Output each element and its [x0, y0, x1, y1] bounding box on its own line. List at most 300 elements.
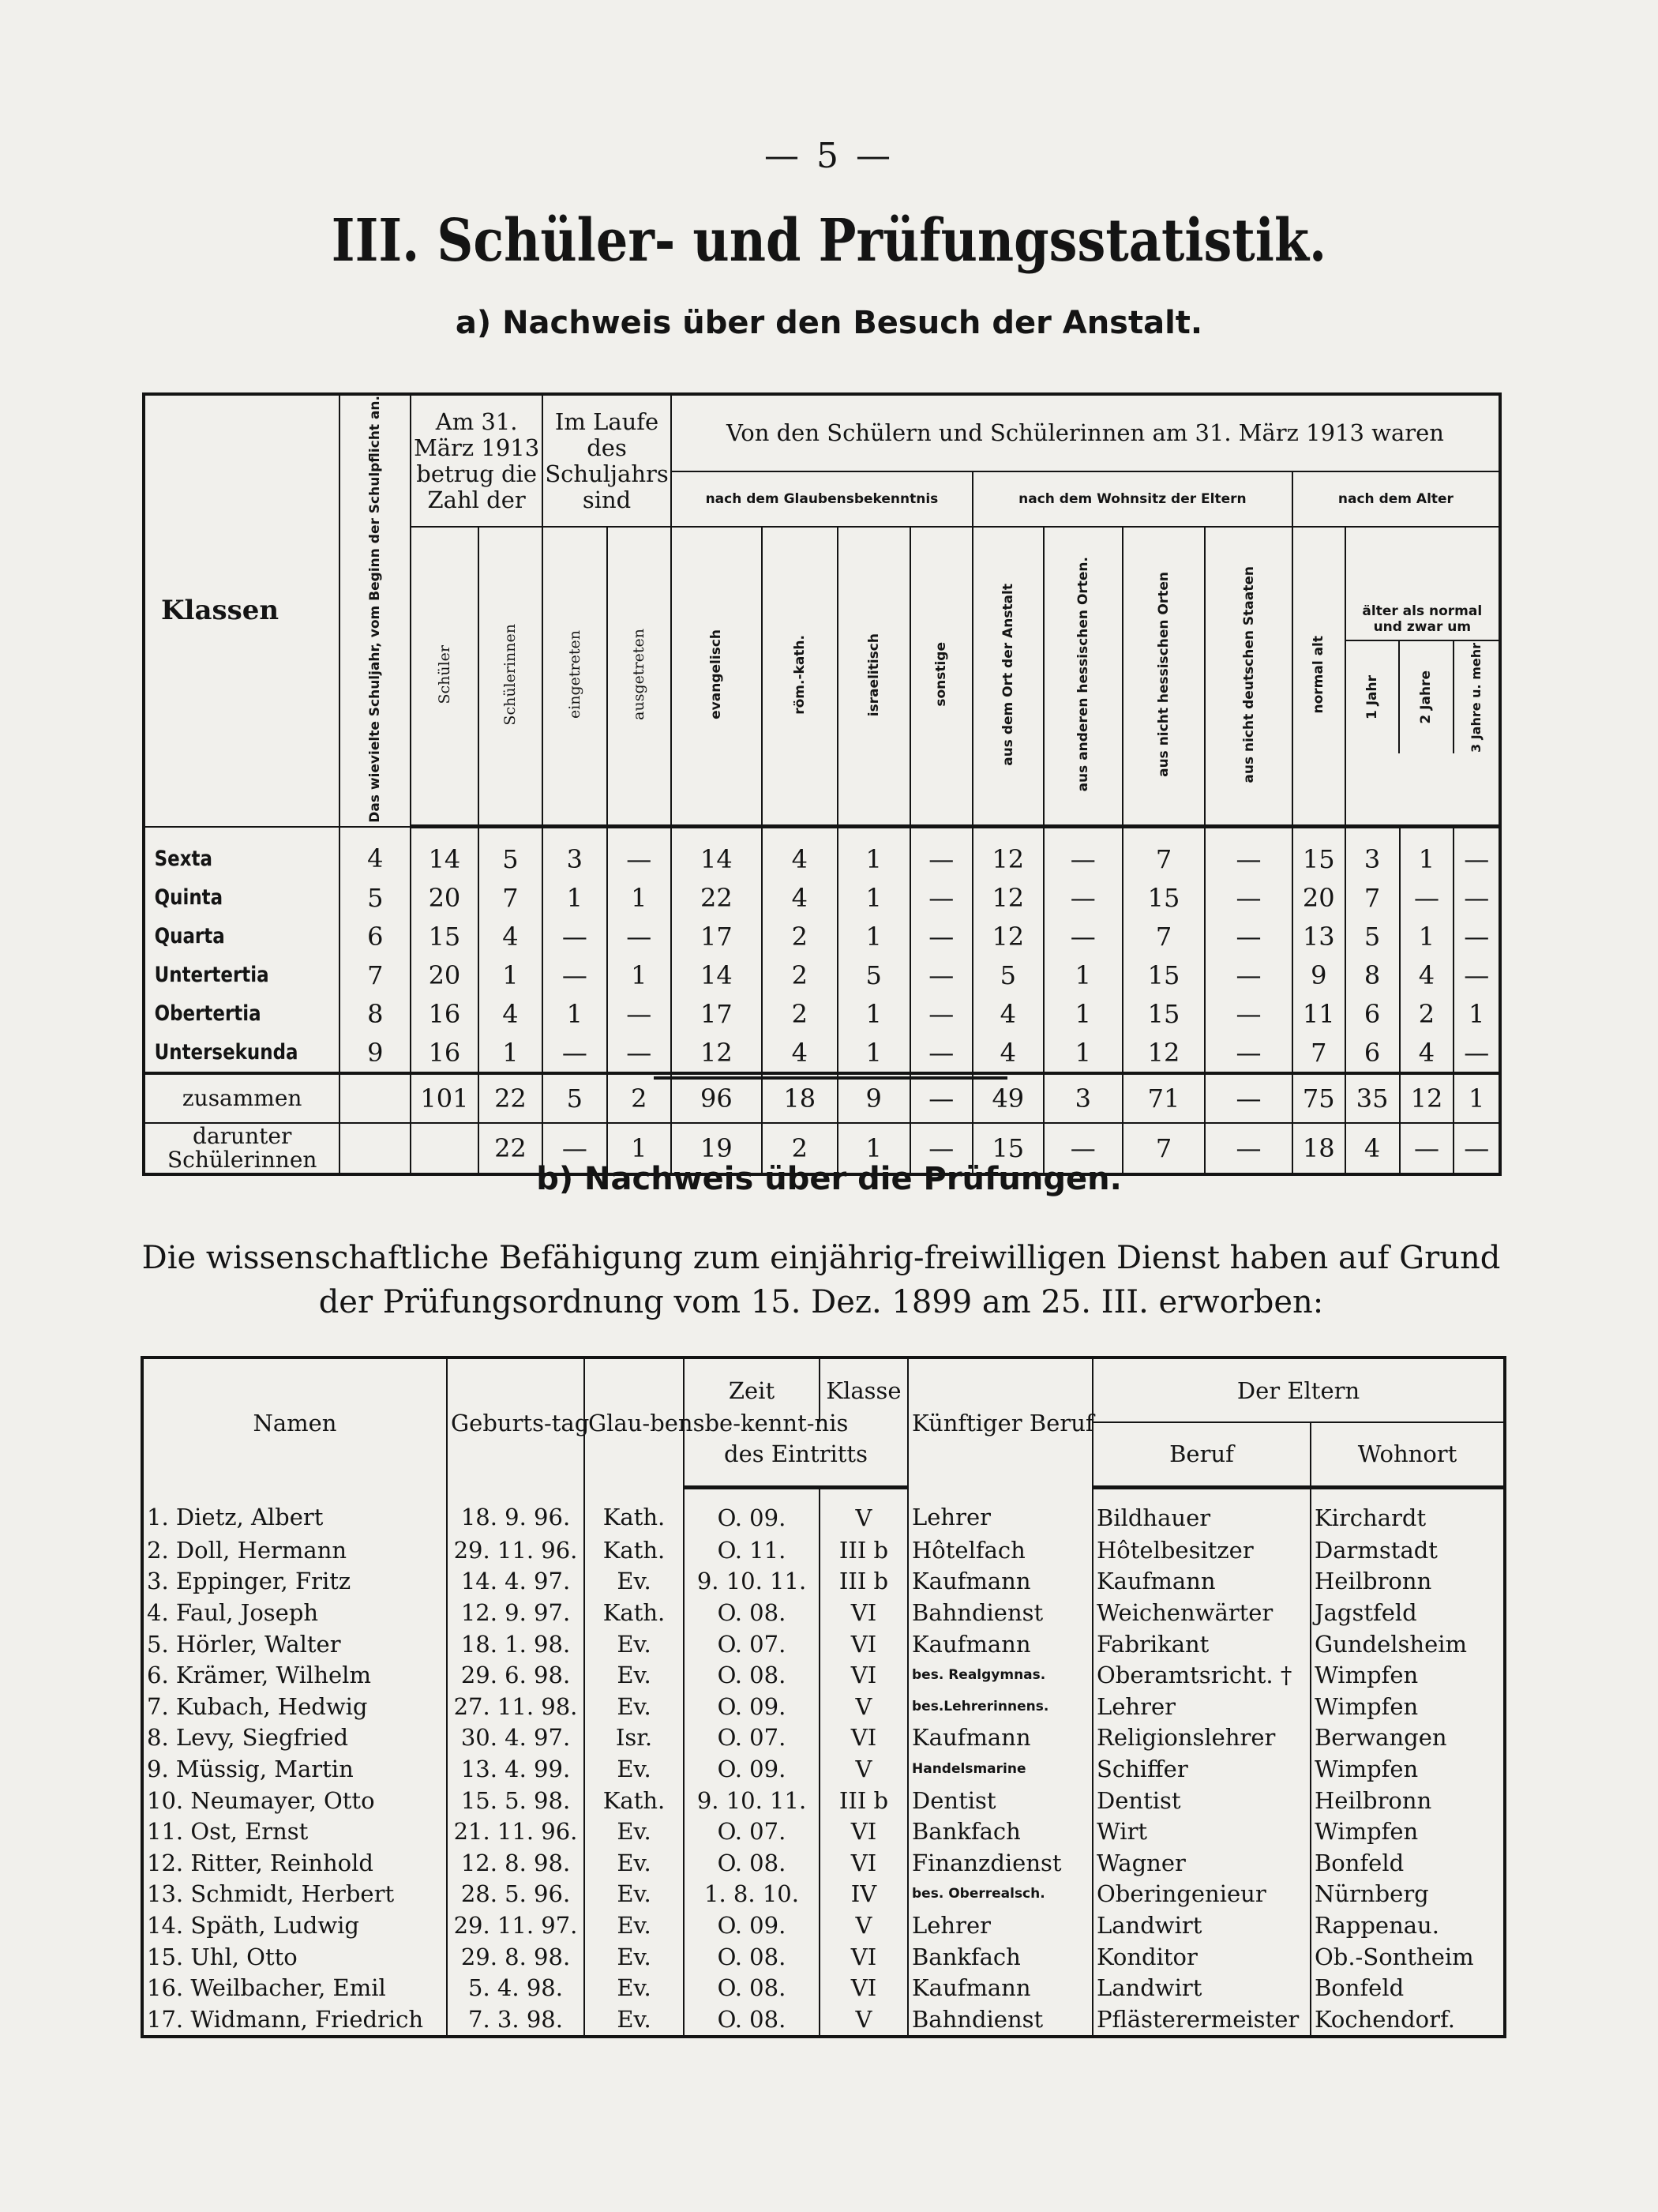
cell-ev: 96 — [671, 1073, 762, 1123]
cell-j1: 7 — [1345, 878, 1400, 917]
student-w: Nürnberg — [1311, 1879, 1505, 1910]
student-g: 21. 11. 96. — [447, 1816, 584, 1847]
cell-sin: 4 — [478, 994, 542, 1033]
student-g: 5. 4. 98. — [447, 1973, 584, 2004]
cell-nd: — — [1205, 827, 1292, 879]
cell-j1: 6 — [1345, 1033, 1400, 1073]
class-name: Sexta — [144, 827, 310, 879]
cell-aus: 2 — [607, 1073, 671, 1123]
cell-so: — — [910, 1073, 973, 1123]
cell-nh: 15 — [1123, 994, 1205, 1033]
cell-so: — — [910, 1033, 973, 1073]
cell-hes: — — [1044, 1123, 1123, 1174]
class-row — [144, 956, 1500, 994]
student-k: VI — [820, 1816, 908, 1847]
cell-j2: 1 — [1400, 917, 1454, 956]
cell-rk: 2 — [762, 1123, 838, 1174]
student-row — [142, 1847, 1505, 1879]
student-z: O. 08. — [684, 1597, 820, 1628]
cell-ort: 5 — [973, 956, 1044, 994]
header-schuljahr: Das wievielte Schuljahr, vom Beginn der Schulpflicht an. — [339, 394, 411, 827]
student-row — [142, 1659, 1505, 1691]
header-nichtdeutsch: aus nicht deutschen Staaten — [1205, 527, 1292, 827]
student-w: Wimpfen — [1311, 1816, 1505, 1847]
student-b: Lehrer — [908, 1910, 1093, 1941]
cell-j2: 4 — [1400, 956, 1454, 994]
cell-s: 4 — [339, 827, 411, 879]
cell-sch: 16 — [411, 994, 478, 1033]
student-z: O. 07. — [684, 1628, 820, 1660]
cell-nh: 15 — [1123, 878, 1205, 917]
intro-paragraph: Die wissenschaftliche Befähigung zum einjährig-freiwilligen Dienst haben auf Grund der Prüfungsordnung vom 15. Dez. 1899 am 25. III. erworben: — [141, 1240, 1501, 1320]
student-b: Kaufmann — [908, 1566, 1093, 1598]
cell-nh: 7 — [1123, 917, 1205, 956]
student-e: Konditor — [1093, 1941, 1311, 1973]
student-n: 9. Müssig, Martin — [142, 1753, 447, 1785]
student-b: Bahndienst — [908, 2004, 1093, 2037]
cell-s — [339, 1073, 411, 1123]
cell-hes: 3 — [1044, 1073, 1123, 1123]
student-z: O. 09. — [684, 1910, 820, 1941]
cell-na: 7 — [1292, 1033, 1345, 1073]
cell-ev: 17 — [671, 917, 762, 956]
girls-row-label: darunter Schülerinnen — [144, 1123, 339, 1174]
cell-hes: 1 — [1044, 1033, 1123, 1073]
cell-aus: 1 — [607, 956, 671, 994]
student-g: 27. 11. 98. — [447, 1691, 584, 1722]
cell-j1: 6 — [1345, 994, 1400, 1033]
student-k: III b — [820, 1785, 908, 1816]
class-row — [144, 827, 1500, 879]
student-r: Ev. — [584, 1816, 684, 1847]
student-k: VI — [820, 1722, 908, 1754]
student-n: 13. Schmidt, Herbert — [142, 1879, 447, 1910]
class-name: Quinta — [144, 878, 310, 917]
header-ausgetreten: ausgetreten — [607, 527, 671, 827]
cell-aus: 1 — [607, 878, 671, 917]
cell-s: 8 — [339, 994, 411, 1033]
cell-na: 9 — [1292, 956, 1345, 994]
cell-ort: 15 — [973, 1123, 1044, 1174]
student-n: 14. Späth, Ludwig — [142, 1910, 447, 1941]
cell-ort: 12 — [973, 827, 1044, 879]
class-name: Obertertia — [144, 994, 310, 1033]
cell-nh: 7 — [1123, 827, 1205, 879]
cell-ev: 19 — [671, 1123, 762, 1174]
cell-s: 6 — [339, 917, 411, 956]
header-schuelerinnen: Schülerinnen — [478, 527, 542, 827]
class-row — [144, 917, 1500, 956]
header-klasse: Klasse — [820, 1358, 908, 1422]
class-row — [144, 994, 1500, 1033]
cell-nd: — — [1205, 917, 1292, 956]
student-r: Isr. — [584, 1722, 684, 1754]
student-e: Pflästerermeister — [1093, 2004, 1311, 2037]
student-w: Kirchardt — [1311, 1487, 1505, 1534]
student-b: Dentist — [908, 1785, 1093, 1816]
cell-na: 18 — [1292, 1123, 1345, 1174]
header-hessisch: aus anderen hessischen Orten. — [1044, 527, 1123, 827]
student-n: 1. Dietz, Albert — [142, 1487, 447, 1534]
student-e: Oberamtsricht. † — [1093, 1659, 1311, 1691]
student-z: O. 08. — [684, 1973, 820, 2004]
student-g: 18. 9. 96. — [447, 1487, 584, 1534]
student-row — [142, 1597, 1505, 1628]
student-b: Hôtelfach — [908, 1534, 1093, 1566]
header-evangelisch: evangelisch — [671, 527, 762, 827]
cell-sin: 1 — [478, 1033, 542, 1073]
student-b: bes. Oberrealsch. — [908, 1879, 1093, 1910]
student-e: Religionslehrer — [1093, 1722, 1311, 1754]
cell-rk: 4 — [762, 827, 838, 879]
student-g: 18. 1. 98. — [447, 1628, 584, 1660]
cell-nd: — — [1205, 1123, 1292, 1174]
student-n: 11. Ost, Ernst — [142, 1816, 447, 1847]
student-k: V — [820, 1691, 908, 1722]
student-g: 15. 5. 98. — [447, 1785, 584, 1816]
header-schueler: Schüler — [411, 527, 478, 827]
class-name: Untersekunda — [144, 1033, 310, 1073]
student-r: Ev. — [584, 1753, 684, 1785]
cell-j3: — — [1454, 827, 1500, 879]
cell-sch: 101 — [411, 1073, 478, 1123]
student-b: Kaufmann — [908, 1973, 1093, 2004]
page-number: — 5 — — [764, 136, 894, 176]
cell-na: 15 — [1292, 827, 1345, 879]
cell-aus: — — [607, 917, 671, 956]
class-row — [144, 1033, 1500, 1073]
student-row — [142, 2004, 1505, 2037]
cell-hes: 1 — [1044, 956, 1123, 994]
cell-so: — — [910, 956, 973, 994]
header-laufe: Im Laufe des Schuljahrs sind — [542, 394, 671, 527]
student-k: V — [820, 2004, 908, 2037]
student-b: bes. Realgymnas. — [908, 1659, 1093, 1691]
cell-is: 1 — [838, 827, 910, 879]
student-g: 7. 3. 98. — [447, 2004, 584, 2037]
student-n: 3. Eppinger, Fritz — [142, 1566, 447, 1598]
cell-is: 9 — [838, 1073, 910, 1123]
cell-nh: 15 — [1123, 956, 1205, 994]
header-j3: 3 Jahre u. mehr — [1469, 642, 1484, 753]
header-aelter-group — [1345, 527, 1500, 827]
cell-so: — — [910, 878, 973, 917]
student-k: III b — [820, 1566, 908, 1598]
student-k: III b — [820, 1534, 908, 1566]
cell-j2: 1 — [1400, 827, 1454, 879]
cell-sin: 4 — [478, 917, 542, 956]
header-eltern-beruf: Beruf — [1093, 1422, 1311, 1487]
student-z: O. 08. — [684, 1847, 820, 1879]
cell-so: — — [910, 994, 973, 1033]
cell-rk: 2 — [762, 956, 838, 994]
cell-hes: — — [1044, 878, 1123, 917]
cell-sin: 5 — [478, 827, 542, 879]
total-row-label: zusammen — [144, 1073, 339, 1123]
student-w: Heilbronn — [1311, 1566, 1505, 1598]
student-z: 1. 8. 10. — [684, 1879, 820, 1910]
cell-rk: 4 — [762, 878, 838, 917]
student-row — [142, 1973, 1505, 2004]
cell-rk: 18 — [762, 1073, 838, 1123]
student-n: 5. Hörler, Walter — [142, 1628, 447, 1660]
student-w: Ob.-Sontheim — [1311, 1941, 1505, 1973]
cell-ein: — — [542, 917, 606, 956]
cell-sin: 7 — [478, 878, 542, 917]
student-w: Gundelsheim — [1311, 1628, 1505, 1660]
cell-hes: — — [1044, 917, 1123, 956]
exam-table — [141, 1356, 1506, 2038]
cell-is: 5 — [838, 956, 910, 994]
student-k: VI — [820, 1659, 908, 1691]
cell-rk: 4 — [762, 1033, 838, 1073]
student-k: V — [820, 1753, 908, 1785]
student-z: O. 08. — [684, 2004, 820, 2037]
student-z: 9. 10. 11. — [684, 1566, 820, 1598]
header-ort: aus dem Ort der Anstalt — [973, 527, 1044, 827]
student-z: 9. 10. 11. — [684, 1785, 820, 1816]
student-k: VI — [820, 1597, 908, 1628]
cell-ein: 1 — [542, 878, 606, 917]
student-n: 2. Doll, Hermann — [142, 1534, 447, 1566]
student-row — [142, 1816, 1505, 1847]
cell-na: 20 — [1292, 878, 1345, 917]
student-b: Bankfach — [908, 1941, 1093, 1973]
cell-aus: — — [607, 827, 671, 879]
attendance-table — [142, 392, 1502, 1176]
student-e: Hôtelbesitzer — [1093, 1534, 1311, 1566]
student-z: O. 07. — [684, 1816, 820, 1847]
student-b: Lehrer — [908, 1487, 1093, 1534]
cell-j2: 12 — [1400, 1073, 1454, 1123]
header-des-eintritts: des Eintritts — [684, 1422, 908, 1487]
cell-j3: 1 — [1454, 1073, 1500, 1123]
cell-s: 9 — [339, 1033, 411, 1073]
header-nichthessisch: aus nicht hessischen Orten — [1123, 527, 1205, 827]
student-g: 12. 9. 97. — [447, 1597, 584, 1628]
student-row — [142, 1910, 1505, 1941]
student-n: 17. Widmann, Friedrich — [142, 2004, 447, 2037]
cell-ein: 1 — [542, 994, 606, 1033]
header-eingetreten: eingetreten — [542, 527, 606, 827]
cell-rk: 2 — [762, 994, 838, 1033]
header-alter: nach dem Alter — [1292, 471, 1500, 527]
student-e: Schiffer — [1093, 1753, 1311, 1785]
cell-aus: — — [607, 994, 671, 1033]
student-w: Kochendorf. — [1311, 2004, 1505, 2037]
student-z: O. 09. — [684, 1691, 820, 1722]
student-row — [142, 1941, 1505, 1973]
header-der-eltern: Der Eltern — [1093, 1358, 1505, 1422]
cell-j1: 4 — [1345, 1123, 1400, 1174]
cell-is: 1 — [838, 917, 910, 956]
header-roemkath: röm.-kath. — [762, 527, 838, 827]
student-row — [142, 1534, 1505, 1566]
cell-j3: — — [1454, 878, 1500, 917]
student-e: Weichenwärter — [1093, 1597, 1311, 1628]
student-r: Ev. — [584, 1910, 684, 1941]
cell-ein: 5 — [542, 1073, 606, 1123]
student-b: Bahndienst — [908, 1597, 1093, 1628]
student-n: 7. Kubach, Hedwig — [142, 1691, 447, 1722]
student-row — [142, 1722, 1505, 1754]
student-k: IV — [820, 1879, 908, 1910]
student-r: Ev. — [584, 1973, 684, 2004]
student-e: Fabrikant — [1093, 1628, 1311, 1660]
cell-ein: — — [542, 1033, 606, 1073]
student-z: O. 07. — [684, 1722, 820, 1754]
cell-sin: 1 — [478, 956, 542, 994]
cell-j2: 2 — [1400, 994, 1454, 1033]
cell-nh: 7 — [1123, 1123, 1205, 1174]
cell-j3: — — [1454, 917, 1500, 956]
section-a-title: a) Nachweis über den Besuch der Anstalt. — [455, 305, 1203, 341]
separator-line — [654, 1076, 1007, 1080]
student-b: Kaufmann — [908, 1628, 1093, 1660]
student-k: VI — [820, 1941, 908, 1973]
student-r: Ev. — [584, 1691, 684, 1722]
cell-ev: 12 — [671, 1033, 762, 1073]
cell-s: 7 — [339, 956, 411, 994]
student-e: Wirt — [1093, 1816, 1311, 1847]
student-k: VI — [820, 1973, 908, 2004]
student-g: 12. 8. 98. — [447, 1847, 584, 1879]
cell-ein: — — [542, 956, 606, 994]
student-n: 15. Uhl, Otto — [142, 1941, 447, 1973]
student-n: 12. Ritter, Reinhold — [142, 1847, 447, 1879]
header-sonstige: sonstige — [910, 527, 973, 827]
header-kuenftiger-beruf: Künftiger Beruf — [908, 1358, 1093, 1487]
student-z: O. 09. — [684, 1487, 820, 1534]
header-von: Von den Schülern und Schülerinnen am 31. März 1913 waren — [671, 394, 1500, 471]
student-g: 14. 4. 97. — [447, 1566, 584, 1598]
cell-so: — — [910, 1123, 973, 1174]
cell-j3: — — [1454, 1033, 1500, 1073]
student-w: Jagstfeld — [1311, 1597, 1505, 1628]
student-w: Berwangen — [1311, 1722, 1505, 1754]
total-row — [144, 1073, 1500, 1123]
student-g: 29. 6. 98. — [447, 1659, 584, 1691]
cell-hes: 1 — [1044, 994, 1123, 1033]
cell-aus: 1 — [607, 1123, 671, 1174]
student-n: 6. Krämer, Wilhelm — [142, 1659, 447, 1691]
student-e: Oberingenieur — [1093, 1879, 1311, 1910]
cell-so: — — [910, 917, 973, 956]
cell-nd: — — [1205, 1073, 1292, 1123]
student-r: Ev. — [584, 1847, 684, 1879]
student-row — [142, 1566, 1505, 1598]
student-row — [142, 1785, 1505, 1816]
student-k: VI — [820, 1628, 908, 1660]
student-w: Wimpfen — [1311, 1753, 1505, 1785]
cell-na: 13 — [1292, 917, 1345, 956]
cell-ev: 14 — [671, 827, 762, 879]
header-israelitisch: israelitisch — [838, 527, 910, 827]
student-e: Dentist — [1093, 1785, 1311, 1816]
header-wohnsitz: nach dem Wohnsitz der Eltern — [973, 471, 1292, 527]
cell-nh: 71 — [1123, 1073, 1205, 1123]
cell-na: 11 — [1292, 994, 1345, 1033]
student-k: VI — [820, 1847, 908, 1879]
cell-j1: 3 — [1345, 827, 1400, 879]
cell-so: — — [910, 827, 973, 879]
student-r: Ev. — [584, 2004, 684, 2037]
student-r: Ev. — [584, 1566, 684, 1598]
header-namen: Namen — [142, 1358, 447, 1487]
cell-ev: 14 — [671, 956, 762, 994]
cell-rk: 2 — [762, 917, 838, 956]
cell-sch: 15 — [411, 917, 478, 956]
student-n: 16. Weilbacher, Emil — [142, 1973, 447, 2004]
student-w: Wimpfen — [1311, 1691, 1505, 1722]
student-e: Wagner — [1093, 1847, 1311, 1879]
header-glaubensbekenntnis: Glau-bensbe-kennt-nis — [584, 1358, 684, 1487]
header-am31: Am 31. März 1913 betrug die Zahl der — [411, 394, 542, 527]
student-row — [142, 1628, 1505, 1660]
cell-nd: — — [1205, 994, 1292, 1033]
student-r: Ev. — [584, 1628, 684, 1660]
class-row — [144, 878, 1500, 917]
student-g: 29. 11. 97. — [447, 1910, 584, 1941]
header-glauben: nach dem Glaubensbekenntnis — [671, 471, 973, 527]
header-klassen: Klassen — [144, 394, 339, 827]
student-n: 10. Neumayer, Otto — [142, 1785, 447, 1816]
cell-j3: — — [1454, 1123, 1500, 1174]
cell-j2: 4 — [1400, 1033, 1454, 1073]
class-name: Untertertia — [144, 956, 310, 994]
cell-nd: — — [1205, 956, 1292, 994]
cell-j2: — — [1400, 878, 1454, 917]
cell-ort: 12 — [973, 878, 1044, 917]
cell-ort: 49 — [973, 1073, 1044, 1123]
student-b: Bankfach — [908, 1816, 1093, 1847]
cell-ort: 4 — [973, 994, 1044, 1033]
cell-nd: — — [1205, 1033, 1292, 1073]
student-w: Darmstadt — [1311, 1534, 1505, 1566]
student-e: Bildhauer — [1093, 1487, 1311, 1534]
cell-ort: 4 — [973, 1033, 1044, 1073]
student-z: O. 11. — [684, 1534, 820, 1566]
student-g: 30. 4. 97. — [447, 1722, 584, 1754]
student-z: O. 09. — [684, 1753, 820, 1785]
student-g: 29. 11. 96. — [447, 1534, 584, 1566]
student-r: Ev. — [584, 1659, 684, 1691]
student-r: Kath. — [584, 1487, 684, 1534]
cell-aus: — — [607, 1033, 671, 1073]
cell-nd: — — [1205, 878, 1292, 917]
student-r: Kath. — [584, 1785, 684, 1816]
student-e: Lehrer — [1093, 1691, 1311, 1722]
student-w: Heilbronn — [1311, 1785, 1505, 1816]
cell-j1: 8 — [1345, 956, 1400, 994]
student-n: 8. Levy, Siegfried — [142, 1722, 447, 1754]
header-zeit: Zeit — [684, 1358, 820, 1422]
cell-sch: 16 — [411, 1033, 478, 1073]
cell-sin: 22 — [478, 1073, 542, 1123]
student-r: Ev. — [584, 1941, 684, 1973]
cell-hes: — — [1044, 827, 1123, 879]
cell-ein: 3 — [542, 827, 606, 879]
student-w: Rappenau. — [1311, 1910, 1505, 1941]
student-w: Wimpfen — [1311, 1659, 1505, 1691]
student-r: Ev. — [584, 1879, 684, 1910]
section-b-title: b) Nachweis über die Prüfungen. — [536, 1161, 1122, 1197]
student-w: Bonfeld — [1311, 1847, 1505, 1879]
cell-na: 75 — [1292, 1073, 1345, 1123]
student-k: V — [820, 1487, 908, 1534]
cell-ein: — — [542, 1123, 606, 1174]
header-j2: 2 Jahre — [1400, 641, 1454, 753]
